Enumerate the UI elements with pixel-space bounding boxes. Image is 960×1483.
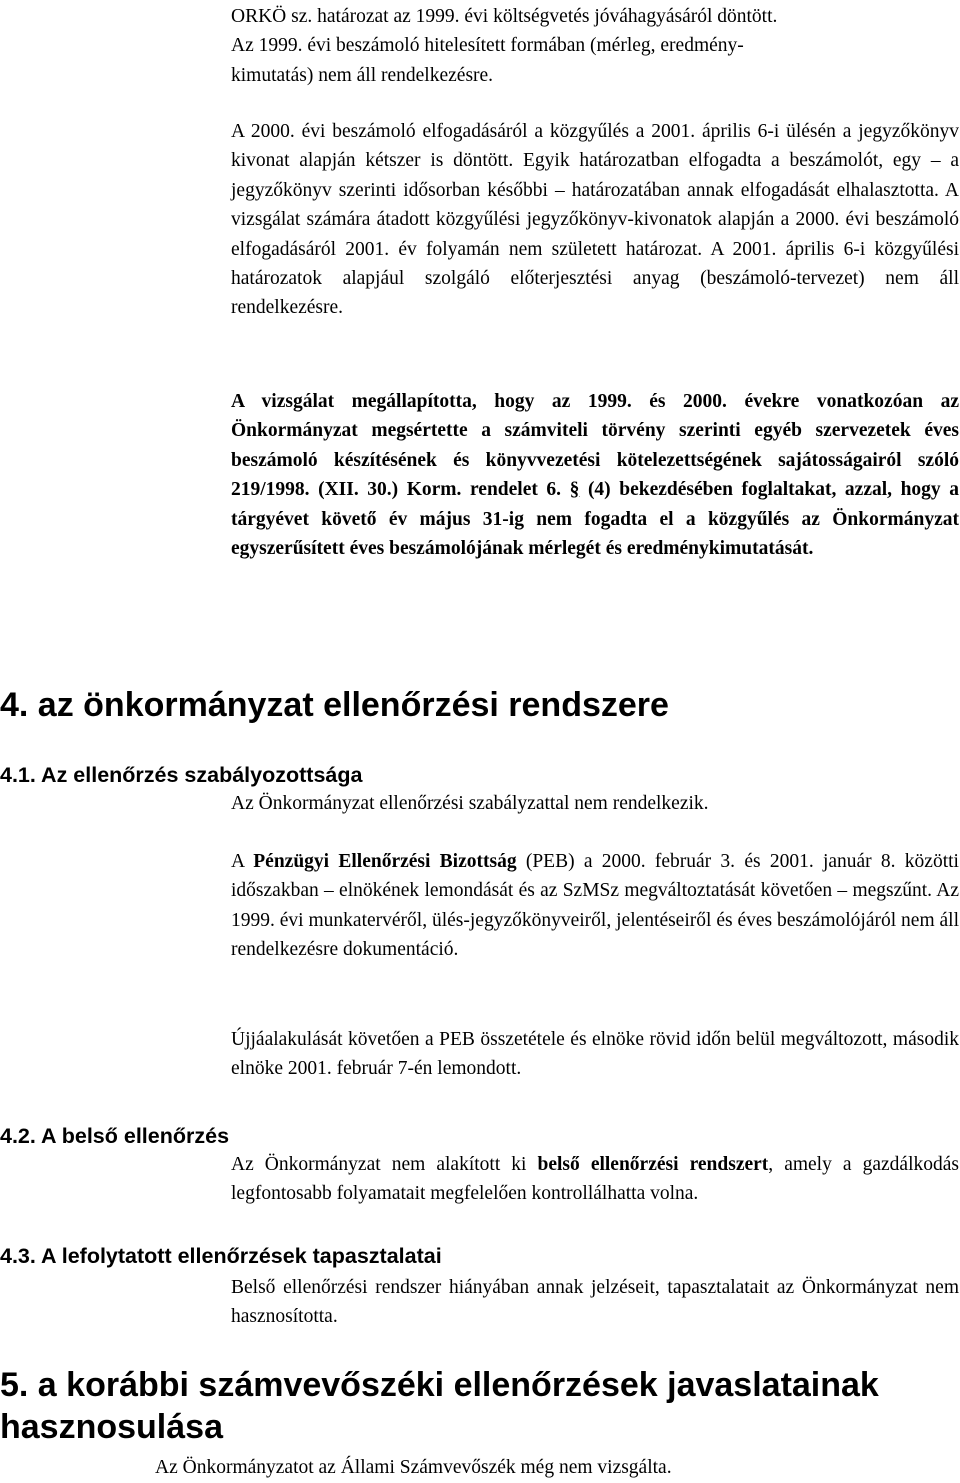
- internal-control-term: belső ellenőrzési rendszert: [537, 1154, 769, 1175]
- peb-text-start: A: [231, 851, 254, 872]
- paragraph-4-1-regulation: Az Önkormányzat ellenőrzési szabályzattal nem rendelkezik.: [231, 793, 709, 814]
- peb-text-end: (PEB) a 2000. február 3. és 2001. január 8. közötti időszakban – elnökének lemondását és az SzMSz megváltoztatását követően – megszűnt. Az 1999. évi munkatervéről, ülés-jegyzőkönyveiről, jelentéseiről és éves beszámolójáról nem áll rendelkezésre dokumentáció.: [231, 851, 959, 961]
- paragraph-2000-report: A 2000. évi beszámoló elfogadásáról a közgyűlés a 2001. április 6-i ülésén a jegyzőkönyv kivonat alapján kétszer is döntött. Egyik határozatban elfogadta a beszámolót, egy – a jegyzőkönyv szerinti idősorban későbbi – határozatában annak elfogadását elhalasztotta. A vizsgálat számára átadott közgyűlési jegyzőkönyv-kivonatok alapján a 2000. évi beszámoló elfogadásáról 2001. év folyamán nem született határozat. A 2001. április 6-i közgyűlési határozatok alapjául szolgáló előterjesztési anyag (beszámoló-tervezet) nem áll rendelkezésre.: [231, 121, 959, 319]
- paragraph-4-3-experience: Belső ellenőrzési rendszer hiányában annak jelzéseit, tapasztalatait az Önkormányzat nem hasznosította.: [231, 1277, 959, 1328]
- peb-name: Pénzügyi Ellenőrzési Bizottság: [253, 851, 517, 872]
- text-line: ORKÖ sz. határozat az 1999. évi költségvetés jóváhagyásáról döntött.: [231, 6, 778, 27]
- finding-text-start: A vizsgálat megállapította, hogy az 1999. és 2000. évekre vonatkozóan az Önkormányzat megsértette a számviteli törvény szerinti egyéb szervezetek éves beszámoló készítésének és könyvvezetési kötelezettségének sajátosságairól szóló 219/1998. (XII. 30.) Korm. rendelet 6.: [231, 391, 959, 501]
- paragraph-4-1-reorganization: Újjáalakulását követően a PEB összetétele és elnöke rövid időn belül megváltozott, második elnöke 2001. február 7-én lemondott.: [231, 1029, 959, 1080]
- text-line: kimutatás) nem áll rendelkezésre.: [231, 64, 494, 86]
- subsection-4-3-heading: 4.3. A lefolytatott ellenőrzések tapasztalatai: [0, 1244, 442, 1268]
- subsection-4-1-heading: 4.1. Az ellenőrzés szabályozottsága: [0, 763, 363, 787]
- text-line: Az 1999. évi beszámoló hitelesített formában (mérleg, eredmény-: [231, 35, 744, 57]
- internal-control-text-end: , amely a gazdálkodás legfontosabb folyamatait megfelelően kontrollálhatta volna.: [231, 1154, 959, 1205]
- paragraph-orko-1999: [231, 2, 959, 90]
- paragraph-4-1-peb: [231, 847, 959, 965]
- section-5-heading: 5. a korábbi számvevőszéki ellenőrzések javaslatainak hasznosulása: [0, 1366, 879, 1446]
- section-4-heading: 4. az önkormányzat ellenőrzési rendszere: [0, 686, 669, 724]
- finding-text-end: (4) bekezdésében foglaltakat, azzal, hogy a tárgyévet követő év május 31-ig nem fogadta el a közgyűlés az Önkormányzat egyszerűsített éves beszámolójának mérlegét és eredménykimutatását.: [231, 479, 959, 560]
- section-sign: §: [569, 479, 580, 501]
- internal-control-text-start: Az Önkormányzat nem alakított ki: [231, 1154, 538, 1175]
- paragraph-finding: [231, 387, 959, 563]
- paragraph-5-audit: Az Önkormányzatot az Állami Számvevőszék még nem vizsgálta.: [155, 1457, 672, 1478]
- subsection-4-2-heading: 4.2. A belső ellenőrzés: [0, 1124, 230, 1148]
- paragraph-4-2-internal-control: [231, 1150, 959, 1209]
